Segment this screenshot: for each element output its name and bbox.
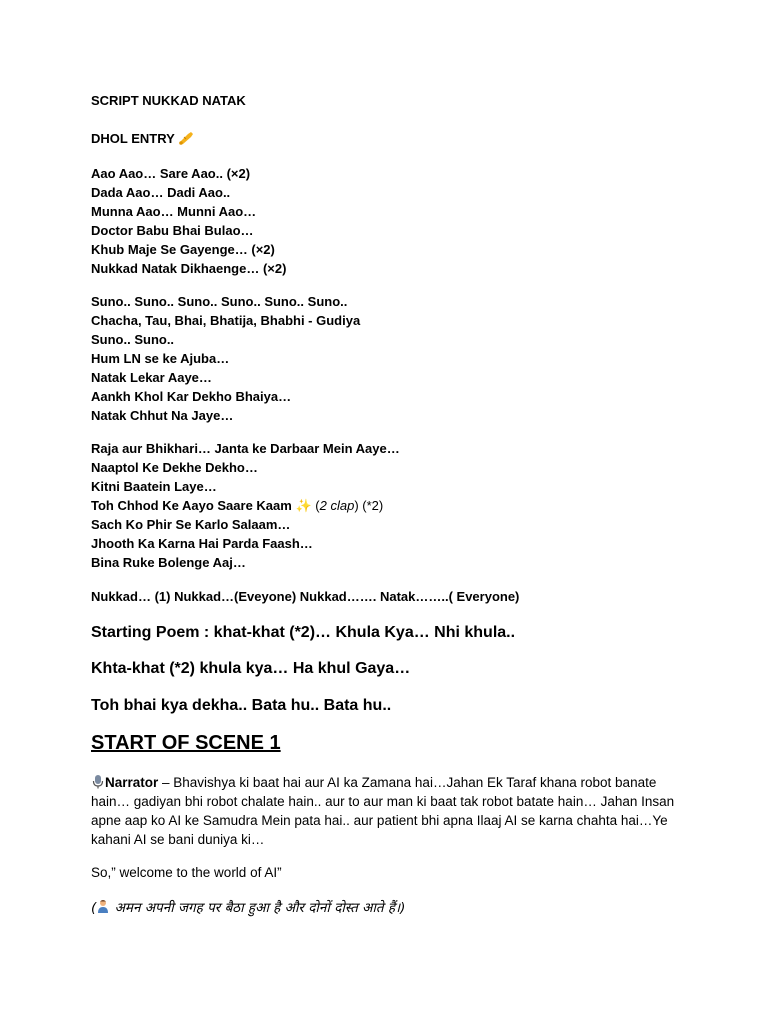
person-at-desk-icon [96,899,110,914]
lyric-line: Dada Aao… Dadi Aao.. [91,185,231,200]
lyric-line-clap: Toh Chhod Ke Aayo Saare Kaam ✨ (2 clap) (*2) [91,498,384,513]
lyric-line: Hum LN se ke Ajuba… [91,351,230,366]
lyric-line: Kitni Baatein Laye… [91,479,217,494]
lyric-line: Aankh Khol Kar Dekho Bhaiya… [91,389,292,404]
scene-heading: START OF SCENE 1 [91,732,281,754]
poem-line: Starting Poem : khat-khat (*2)… Khula Kya… Nhi khula.. [91,624,516,641]
lyric-line: Munna Aao… Munni Aao… [91,204,257,219]
trumpet-icon [178,131,194,145]
lyric-line: Suno.. Suno.. Suno.. Suno.. Suno.. Suno.. [91,294,348,309]
dhol-entry-heading: DHOL ENTRY [91,129,194,148]
lyric-line: Raja aur Bhikhari… Janta ke Darbaar Mein Aaye… [91,441,400,456]
lyric-line: Jhooth Ka Karna Hai Parda Faash… [91,536,313,551]
lyric-line: Suno.. Suno.. [91,332,175,347]
lyric-line: Nukkad Natak Dikhaenge… (×2) [91,261,287,276]
lyric-line: Khub Maje Se Gayenge… (×2) [91,242,275,257]
welcome-line: So,” welcome to the world of AI” [91,865,282,880]
script-title: SCRIPT NUKKAD NATAK [91,93,246,108]
sparkles-icon: ✨ [295,498,312,513]
lyric-line: Chacha, Tau, Bhai, Bhatija, Bhabhi - Gudiya [91,313,361,328]
lyric-line: Bina Ruke Bolenge Aaj… [91,555,246,570]
lyric-line: Natak Lekar Aaye… [91,370,212,385]
narrator-text: – Bhavishya ki baat hai aur AI ka Zamana hai…Jahan Ek Taraf khana robot banate hain… gadiyan bhi robot chalate hain.. aur to aur man ki baat tak robot batate hain… Jahan Insan apne aap ko AI ke Samudra Mein pata hai.. aur patient bhi apna Ilaaj AI se karna chahta hai…Ye kahani AI se bani duniya ki… [91,775,675,847]
narrator-paragraph [91,773,681,849]
lyric-line: Naaptol Ke Dekhe Dekho… [91,460,258,475]
poem-line: Khta-khat (*2) khula kya… Ha khul Gaya… [91,660,411,677]
narrator-label: Narrator [105,775,159,790]
lyric-line: Natak Chhut Na Jaye… [91,408,234,423]
microphone-icon [91,774,105,789]
nukkad-chant: Nukkad… (1) Nukkad…(Eveyone) Nukkad……. Natak……..( Everyone) [91,589,520,604]
poem-line: Toh bhai kya dekha.. Bata hu.. Bata hu.. [91,697,392,714]
lyric-line: Aao Aao… Sare Aao.. (×2) [91,166,251,181]
stanza-2 [91,292,360,425]
lyric-line: Sach Ko Phir Se Karlo Salaam… [91,517,291,532]
lyric-line: Doctor Babu Bhai Bulao… [91,223,254,238]
stanza-1 [91,164,286,278]
stage-direction: ( अमन अपनी जगह पर बैठा हुआ है और दोनों दोस्त आते हैं।) [91,900,406,916]
stanza-3 [91,439,400,572]
